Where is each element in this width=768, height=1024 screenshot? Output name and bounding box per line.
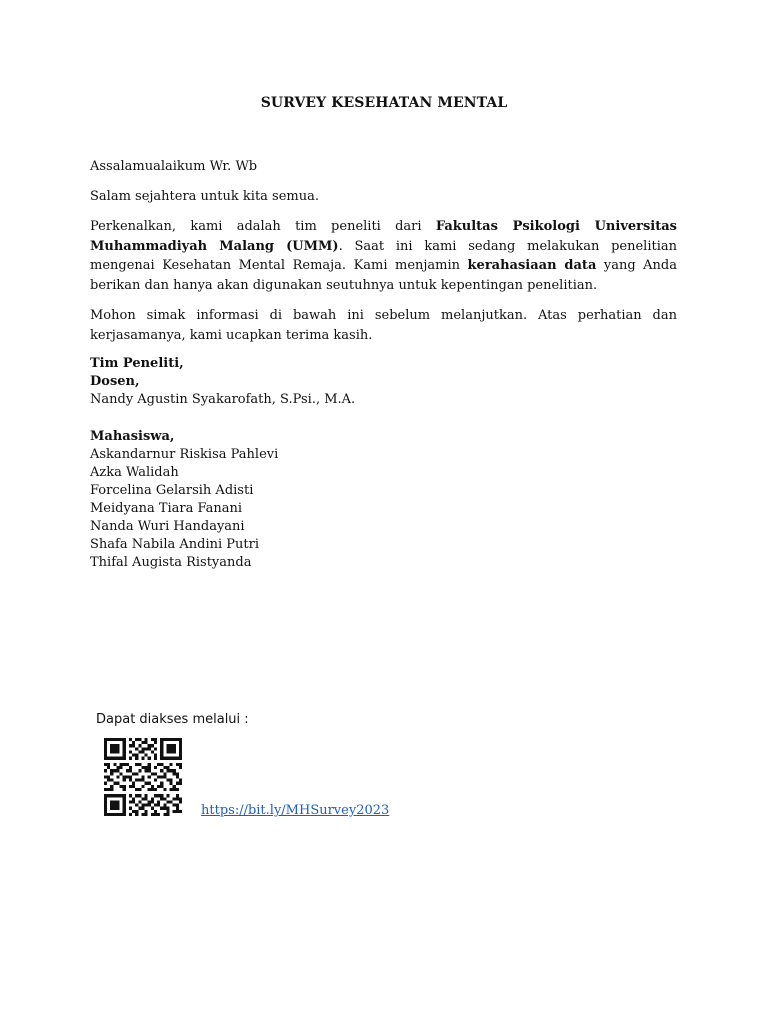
students-section [90,428,677,572]
students-label: Mahasiswa, [90,429,175,444]
student-name: Thifal Augista Ristyanda [90,555,252,570]
survey-link[interactable]: https://bit.ly/MHSurvey2023 [201,803,390,818]
lecturer-label: Dosen, [90,374,140,389]
faculty-name: Fakultas Psikologi Universitas Muhammadiyah Malang (UMM) [90,219,677,254]
intro-text [90,217,677,295]
student-name: Shafa Nabila Andini Putri [90,537,259,552]
intro-part-3: yang Anda berikan dan hanya akan digunakan seutuhnya untuk kepentingan penelitian. [90,258,677,293]
greeting-text [90,157,677,177]
lecturer-name: Nandy Agustin Syakarofath, S.Psi., M.A. [90,392,356,407]
greeting: Assalamualaikum Wr. Wb [90,159,258,174]
access-label: Dapat diakses melalui : [96,712,249,727]
student-name: Azka Walidah [90,465,179,480]
document-title: SURVEY KESEHATAN MENTAL [260,95,508,111]
student-name: Askandarnur Riskisa Pahlevi [90,447,279,462]
qr-code-icon[interactable] [104,738,182,816]
intro-paragraph [90,217,677,295]
student-name: Meidyana Tiara Fanani [90,501,243,516]
intro-part-2: . Saat ini kami sedang melakukan penelitian mengenai Kesehatan Mental Remaja. Kami menjamin [90,238,677,274]
mohon-text: Mohon simak informasi di bawah ini sebelum melanjutkan. Atas perhatian dan kerjasamanya, kami ucapkan terima kasih. [90,308,677,343]
confidentiality-emphasis: kerahasiaan data [467,258,597,274]
mohon-paragraph [90,306,677,345]
salam-text [90,187,677,207]
student-name: Forcelina Gelarsih Adisti [90,483,254,498]
salam: Salam sejahtera untuk kita semua. [90,189,319,204]
team-heading: Tim Peneliti, [90,356,184,371]
student-name: Nanda Wuri Handayani [90,519,245,534]
team-section [90,355,677,409]
intro-part-1: Perkenalkan, kami adalah tim peneliti dari [90,219,436,234]
